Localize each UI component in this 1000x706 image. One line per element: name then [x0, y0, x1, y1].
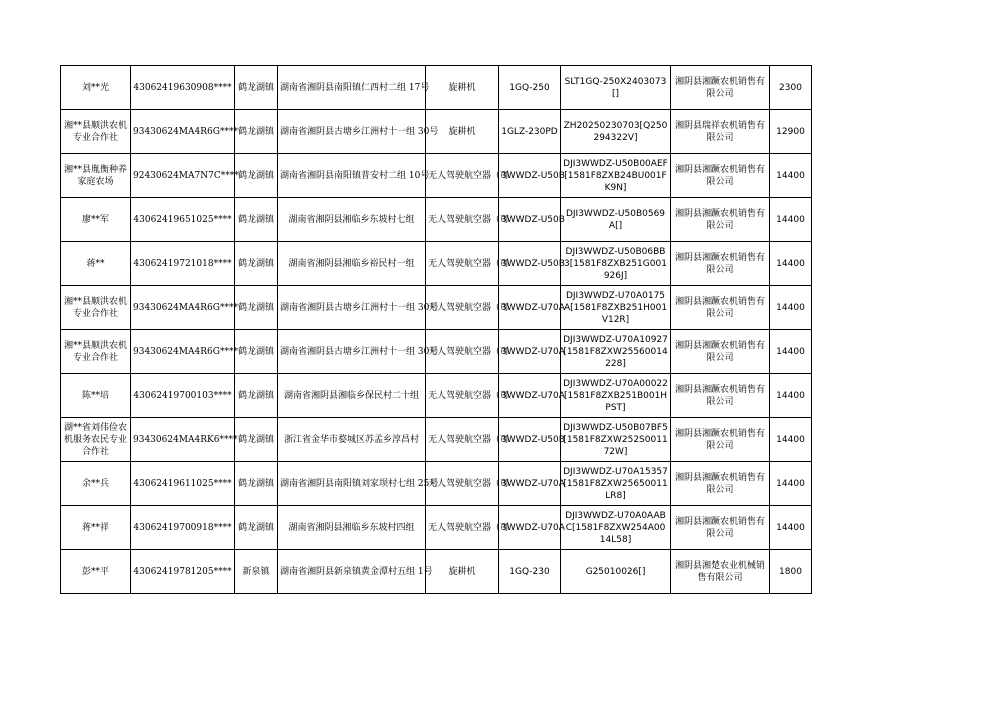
cell-machine-type: 无人驾驶航空器（可	[426, 154, 499, 198]
cell-serial-number: DJI3WWDZ-U50B07BF5[1581F8ZXW252S001172W]	[561, 418, 671, 462]
cell-id-number: 43062419651025****	[131, 198, 235, 242]
cell-town: 鹤龙湖镇	[235, 198, 278, 242]
cell-serial-number: DJI3WWDZ-U70A0175A[1581F8ZXB251H001V12R]	[561, 286, 671, 330]
cell-machine-type: 无人驾驶航空器（可	[426, 198, 499, 242]
cell-amount: 12900	[770, 110, 812, 154]
cell-amount: 14400	[770, 506, 812, 550]
table-row	[61, 110, 812, 154]
cell-model: 3WWDZ-U50B	[499, 242, 561, 286]
cell-serial-number: ZH20250230703[Q250294322V]	[561, 110, 671, 154]
cell-id-number: 93430624MA4R6G****	[131, 286, 235, 330]
cell-model: 3WWDZ-U70A	[499, 462, 561, 506]
subsidy-table	[60, 65, 812, 594]
cell-id-number: 43062419630908****	[131, 66, 235, 110]
cell-address: 湖南省湘阴县古塘乡江洲村十一组 30号	[278, 330, 426, 374]
cell-amount: 14400	[770, 242, 812, 286]
cell-address: 湖南省湘阴县湘临乡保民村二十组	[278, 374, 426, 418]
cell-town: 新泉镇	[235, 550, 278, 594]
cell-machine-type: 无人驾驶航空器（可	[426, 286, 499, 330]
cell-town: 鹤龙湖镇	[235, 154, 278, 198]
cell-id-number: 43062419781205****	[131, 550, 235, 594]
table-row	[61, 66, 812, 110]
cell-dealer: 湘阴县湘蹶农机销售有限公司	[671, 154, 770, 198]
cell-address: 湖南省湘阴县南阳镇仁西村二组 17号	[278, 66, 426, 110]
table-row	[61, 462, 812, 506]
cell-address: 湖南省湘阴县湘临乡裕民村一组	[278, 242, 426, 286]
cell-model: 3WWDZ-U50B	[499, 198, 561, 242]
cell-address: 湖南省湘阴县湘临乡东坡村四组	[278, 506, 426, 550]
table-body	[61, 66, 812, 594]
cell-amount: 1800	[770, 550, 812, 594]
table-row	[61, 330, 812, 374]
cell-dealer: 湘阴县湘蹶农机销售有限公司	[671, 66, 770, 110]
cell-id-number: 43062419611025****	[131, 462, 235, 506]
cell-id-number: 92430624MA7N7C****	[131, 154, 235, 198]
cell-amount: 14400	[770, 462, 812, 506]
cell-dealer: 湘阴县湘蹶农机销售有限公司	[671, 286, 770, 330]
cell-machine-type: 无人驾驶航空器（可	[426, 462, 499, 506]
cell-town: 鹤龙湖镇	[235, 418, 278, 462]
cell-model: 3WWDZ-U70A	[499, 330, 561, 374]
cell-serial-number: DJI3WWDZ-U50B00AEF[1581F8ZXB24BU001FK9N]	[561, 154, 671, 198]
cell-model: 1GQ-230	[499, 550, 561, 594]
cell-owner-name: 廖**军	[61, 198, 131, 242]
cell-serial-number: DJI3WWDZ-U70A0AABC[1581F8ZXW254A0014L58]	[561, 506, 671, 550]
cell-id-number: 93430624MA4R6G****	[131, 110, 235, 154]
cell-town: 鹤龙湖镇	[235, 506, 278, 550]
cell-amount: 14400	[770, 374, 812, 418]
cell-id-number: 43062419700103****	[131, 374, 235, 418]
cell-town: 鹤龙湖镇	[235, 242, 278, 286]
cell-machine-type: 无人驾驶航空器（可	[426, 242, 499, 286]
cell-owner-name: 湘**县顺洪农机专业合作社	[61, 110, 131, 154]
table-row	[61, 550, 812, 594]
cell-machine-type: 无人驾驶航空器（可	[426, 330, 499, 374]
cell-serial-number: DJI3WWDZ-U50B0569A[]	[561, 198, 671, 242]
cell-model: 1GQ-250	[499, 66, 561, 110]
cell-dealer: 湘阴县湘楚农业机械销售有限公司	[671, 550, 770, 594]
table-row	[61, 374, 812, 418]
cell-address: 湖南省湘阴县湘临乡东坡村七组	[278, 198, 426, 242]
cell-serial-number: DJI3WWDZ-U70A10927[1581F8ZXW25560014228]	[561, 330, 671, 374]
cell-owner-name: 湘**县顺洪农机专业合作社	[61, 330, 131, 374]
cell-owner-name: 余**兵	[61, 462, 131, 506]
cell-model: 3WWDZ-U70A	[499, 374, 561, 418]
cell-dealer: 湘阴县湘蹶农机销售有限公司	[671, 418, 770, 462]
cell-address: 浙江省金华市婺城区苏孟乡淳昌村	[278, 418, 426, 462]
cell-dealer: 湘阴县湘蹶农机销售有限公司	[671, 506, 770, 550]
cell-serial-number: DJI3WWDZ-U70A00022[1581F8ZXB251B001HPST]	[561, 374, 671, 418]
table-row	[61, 242, 812, 286]
cell-address: 湖南省湘阴县古塘乡江洲村十一组 30号	[278, 286, 426, 330]
cell-address: 湖南省湘阴县古塘乡江洲村十一组 30号	[278, 110, 426, 154]
cell-machine-type: 旋耕机	[426, 66, 499, 110]
cell-amount: 2300	[770, 66, 812, 110]
cell-model: 3WWDZ-U70A	[499, 506, 561, 550]
cell-model: 1GLZ-230PD	[499, 110, 561, 154]
cell-amount: 14400	[770, 330, 812, 374]
cell-amount: 14400	[770, 198, 812, 242]
cell-owner-name: 湘**县胤衡种养家庭农场	[61, 154, 131, 198]
cell-machine-type: 无人驾驶航空器（可	[426, 374, 499, 418]
cell-dealer: 湘阴县湘蹶农机销售有限公司	[671, 462, 770, 506]
cell-address: 湖南省湘阴县新泉镇黄金潭村五组 1号	[278, 550, 426, 594]
cell-town: 鹤龙湖镇	[235, 330, 278, 374]
cell-machine-type: 无人驾驶航空器（可	[426, 418, 499, 462]
table-row	[61, 198, 812, 242]
cell-id-number: 93430624MA4R6G****	[131, 330, 235, 374]
cell-address: 湖南省湘阴县南阳镇刘家坝村七组 25号	[278, 462, 426, 506]
cell-machine-type: 旋耕机	[426, 550, 499, 594]
cell-owner-name: 湘**县顺洪农机专业合作社	[61, 286, 131, 330]
cell-owner-name: 蒋**祥	[61, 506, 131, 550]
cell-amount: 14400	[770, 286, 812, 330]
cell-town: 鹤龙湖镇	[235, 462, 278, 506]
cell-id-number: 43062419700918****	[131, 506, 235, 550]
cell-town: 鹤龙湖镇	[235, 286, 278, 330]
cell-owner-name: 彭**平	[61, 550, 131, 594]
table-row	[61, 418, 812, 462]
cell-address: 湖南省湘阴县南阳镇普安村二组 10号	[278, 154, 426, 198]
cell-town: 鹤龙湖镇	[235, 66, 278, 110]
cell-machine-type: 无人驾驶航空器（可	[426, 506, 499, 550]
cell-id-number: 93430624MA4RK6****	[131, 418, 235, 462]
cell-serial-number: DJI3WWDZ-U50B06BB3[1581F8ZXB251G001926J]	[561, 242, 671, 286]
cell-machine-type: 旋耕机	[426, 110, 499, 154]
cell-owner-name: 湖**省刘伟俭农机服务农民专业合作社	[61, 418, 131, 462]
cell-town: 鹤龙湖镇	[235, 374, 278, 418]
cell-model: 3WWDZ-U50B	[499, 154, 561, 198]
cell-dealer: 湘阴县湘蹶农机销售有限公司	[671, 374, 770, 418]
cell-serial-number: G25010026[]	[561, 550, 671, 594]
cell-model: 3WWDZ-U70A	[499, 286, 561, 330]
cell-serial-number: SLT1GQ-250X2403073[]	[561, 66, 671, 110]
table-row	[61, 506, 812, 550]
cell-owner-name: 陈**培	[61, 374, 131, 418]
cell-id-number: 43062419721018****	[131, 242, 235, 286]
cell-owner-name: 刘**光	[61, 66, 131, 110]
cell-dealer: 湘阴县湘蹶农机销售有限公司	[671, 330, 770, 374]
cell-town: 鹤龙湖镇	[235, 110, 278, 154]
table-row	[61, 286, 812, 330]
cell-amount: 14400	[770, 418, 812, 462]
cell-owner-name: 蒋**	[61, 242, 131, 286]
table-row	[61, 154, 812, 198]
cell-dealer: 湘阴县湘蹶农机销售有限公司	[671, 198, 770, 242]
cell-amount: 14400	[770, 154, 812, 198]
cell-model: 3WWDZ-U50B	[499, 418, 561, 462]
cell-dealer: 湘阴县湘蹶农机销售有限公司	[671, 242, 770, 286]
cell-dealer: 湘阴县瑞祥农机销售有限公司	[671, 110, 770, 154]
cell-serial-number: DJI3WWDZ-U70A15357[1581F8ZXW25650011LR8]	[561, 462, 671, 506]
